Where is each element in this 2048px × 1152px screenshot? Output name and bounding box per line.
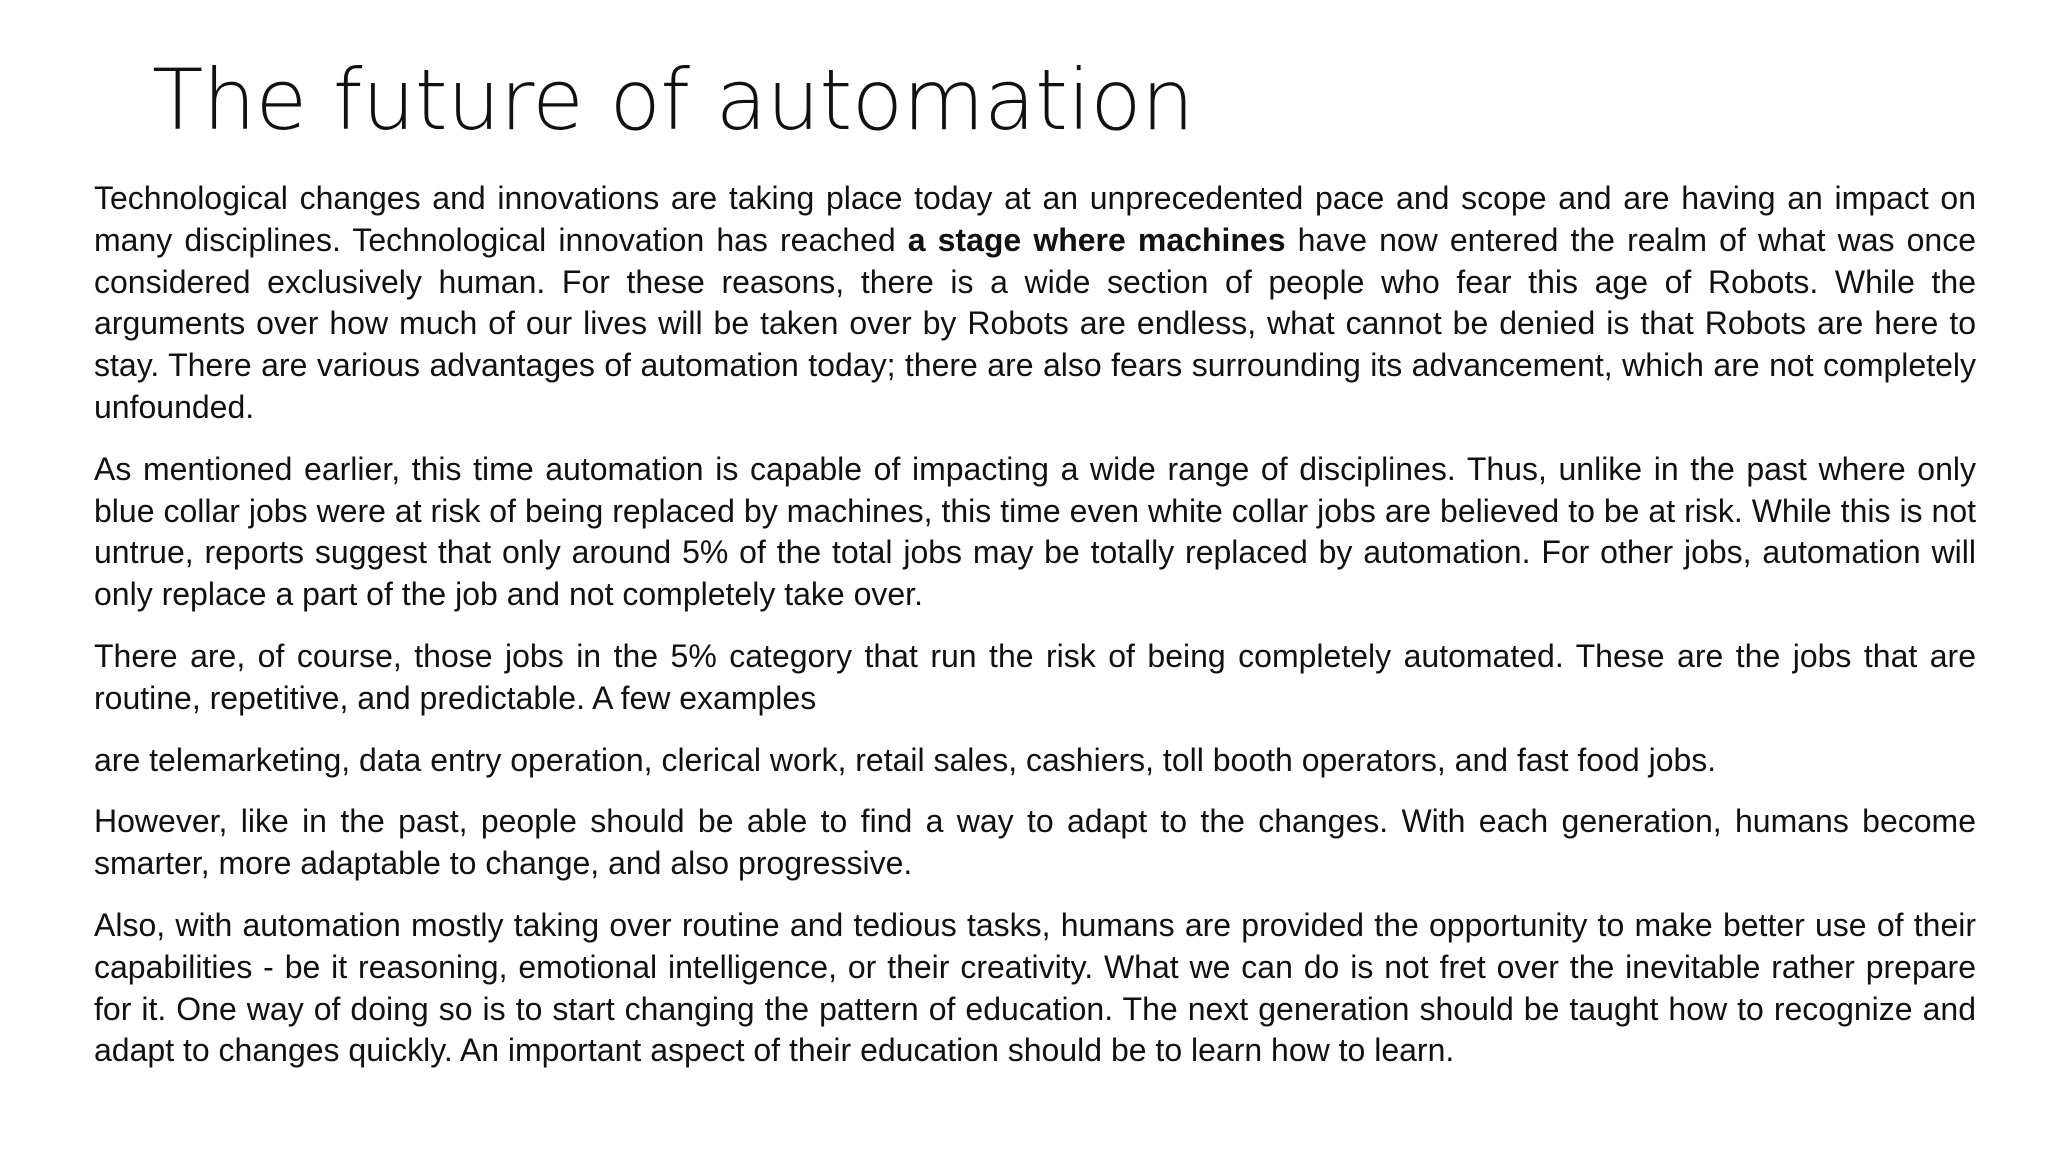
paragraph-1 <box>94 178 1976 429</box>
paragraph-4: are telemarketing, data entry operation, clerical work, retail sales, cashiers, toll booth operators, and fast food jobs. <box>94 741 1717 778</box>
paragraph-5: However, like in the past, people should be able to find a way to adapt to the changes. With each generation, humans become smarter, more adaptable to change, and also progressive. <box>94 803 1976 882</box>
paragraph-2: As mentioned earlier, this time automation is capable of impacting a wide range of disciplines. Thus, unlike in the past where only blue collar jobs were at risk of being replaced by machines, this time even white collar jobs are believed to be at risk. While this is not untrue, reports suggest that only around 5% of the total jobs may be totally replaced by automation. For other jobs, automation will only replace a part of the job and not completely take over. <box>94 450 1976 613</box>
paragraph-1-bold-phrase: a stage where machines <box>907 221 1286 258</box>
paragraph-1-text-start: Technological changes and innovations are taking place today at an unprecedented pace and scope and are having an impact on many disciplines. Technological innovation has reached <box>94 180 1976 258</box>
slide-body <box>94 178 1976 1092</box>
paragraph-3: There are, of course, those jobs in the 5% category that run the risk of being completely automated. These are the jobs that are routine, repetitive, and predictable. A few examples <box>94 637 1976 716</box>
paragraph-6: Also, with automation mostly taking over routine and tedious tasks, humans are provided the opportunity to make better use of their capabilities - be it reasoning, emotional intelligence, or their creativity. What we can do is not fret over the inevitable rather prepare for it. One way of doing so is to start changing the pattern of education. The next generation should be taught how to recognize and adapt to changes quickly. An important aspect of their education should be to learn how to learn. <box>94 906 1976 1069</box>
paragraph-1-text-end: have now entered the realm of what was once considered exclusively human. For these reasons, there is a wide section of people who fear this age of Robots. While the arguments over how much of our lives will be taken over by Robots are endless, what cannot be denied is that Robots are here to stay. There are various advantages of automation today; there are also fears surrounding its advancement, which are not completely unfounded. <box>94 221 1977 425</box>
slide-title: The future of automation <box>152 51 1194 149</box>
